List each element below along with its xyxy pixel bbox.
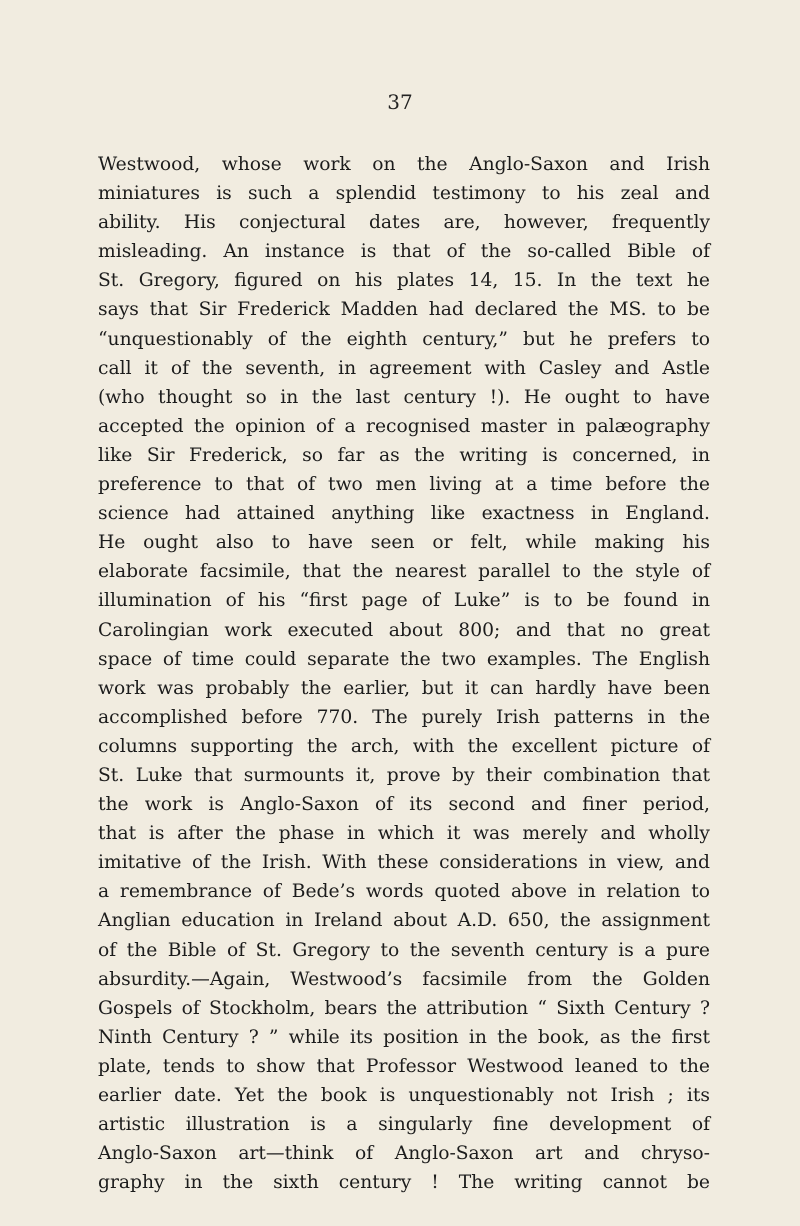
text-line: columns supporting the arch, with the excellent picture of xyxy=(98,735,710,757)
text-line: Anglo-Saxon art—think of Anglo-Saxon art and chryso- xyxy=(98,1143,710,1165)
text-line: work was probably the earlier, but it can hardly have been xyxy=(98,677,710,699)
text-line: Gospels of Stockholm, bears the attribution “ Sixth Century ? xyxy=(98,997,710,1019)
text-line: plate, tends to show that Professor Westwood leaned to the xyxy=(98,1055,710,1077)
text-line: artistic illustration is a singularly fine development of xyxy=(98,1114,710,1136)
text-line: imitative of the Irish. With these considerations in view, and xyxy=(98,852,710,874)
text-line: of the Bible of St. Gregory to the seventh century is a pure xyxy=(98,939,710,961)
text-line: illumination of his “first page of Luke” is to be found in xyxy=(98,590,710,612)
text-line: Anglian education in Ireland about A.D. 650, the assignment xyxy=(98,910,710,932)
text-line: absurdity.—Again, Westwood’s facsimile from the Golden xyxy=(98,968,710,990)
text-line: a remembrance of Bede’s words quoted above in relation to xyxy=(98,881,710,903)
text-line: science had attained anything like exactness in England. xyxy=(98,503,710,525)
text-line: misleading. An instance is that of the so-called Bible of xyxy=(98,241,710,263)
text-line: accepted the opinion of a recognised master in palæography xyxy=(98,415,710,437)
text-line: that is after the phase in which it was merely and wholly xyxy=(98,823,710,845)
text-line: preference to that of two men living at a time before the xyxy=(98,474,710,496)
text-line: Ninth Century ? ” while its position in the book, as the first xyxy=(98,1026,710,1048)
text-line: ability. His conjectural dates are, however, frequently xyxy=(98,212,710,234)
text-line: elaborate facsimile, that the nearest parallel to the style of xyxy=(98,561,710,583)
text-line: (who thought so in the last century !). He ought to have xyxy=(98,386,710,408)
text-line: earlier date. Yet the book is unquestionably not Irish ; its xyxy=(98,1085,710,1106)
text-line: call it of the seventh, in agreement with Casley and Astle xyxy=(98,357,710,379)
text-line: miniatures is such a splendid testimony to his zeal and xyxy=(98,183,710,205)
text-line: St. Luke that surmounts it, prove by their combination that xyxy=(98,764,710,786)
text-line: St. Gregory, figured on his plates 14, 15. In the text he xyxy=(98,270,710,292)
text-line: accomplished before 770. The purely Irish patterns in the xyxy=(98,706,710,728)
text-line: the work is Anglo-Saxon of its second and finer period, xyxy=(98,794,710,816)
text-line: Carolingian work executed about 800; and that no great xyxy=(98,619,710,641)
text-line: like Sir Frederick, so far as the writing is concerned, in xyxy=(98,444,710,466)
text-line: Westwood, whose work on the Anglo-Saxon and Irish xyxy=(98,154,710,175)
text-line: space of time could separate the two examples. The English xyxy=(98,648,710,670)
text-line: says that Sir Frederick Madden had declared the MS. to be xyxy=(98,299,710,321)
text-line: He ought also to have seen or felt, while making his xyxy=(98,532,710,554)
page-number: 37 xyxy=(387,90,413,114)
body-paragraph xyxy=(98,150,710,1197)
text-line: graphy in the sixth century ! The writing cannot be xyxy=(98,1172,710,1194)
text-line: “unquestionably of the eighth century,” but he prefers to xyxy=(98,328,710,350)
